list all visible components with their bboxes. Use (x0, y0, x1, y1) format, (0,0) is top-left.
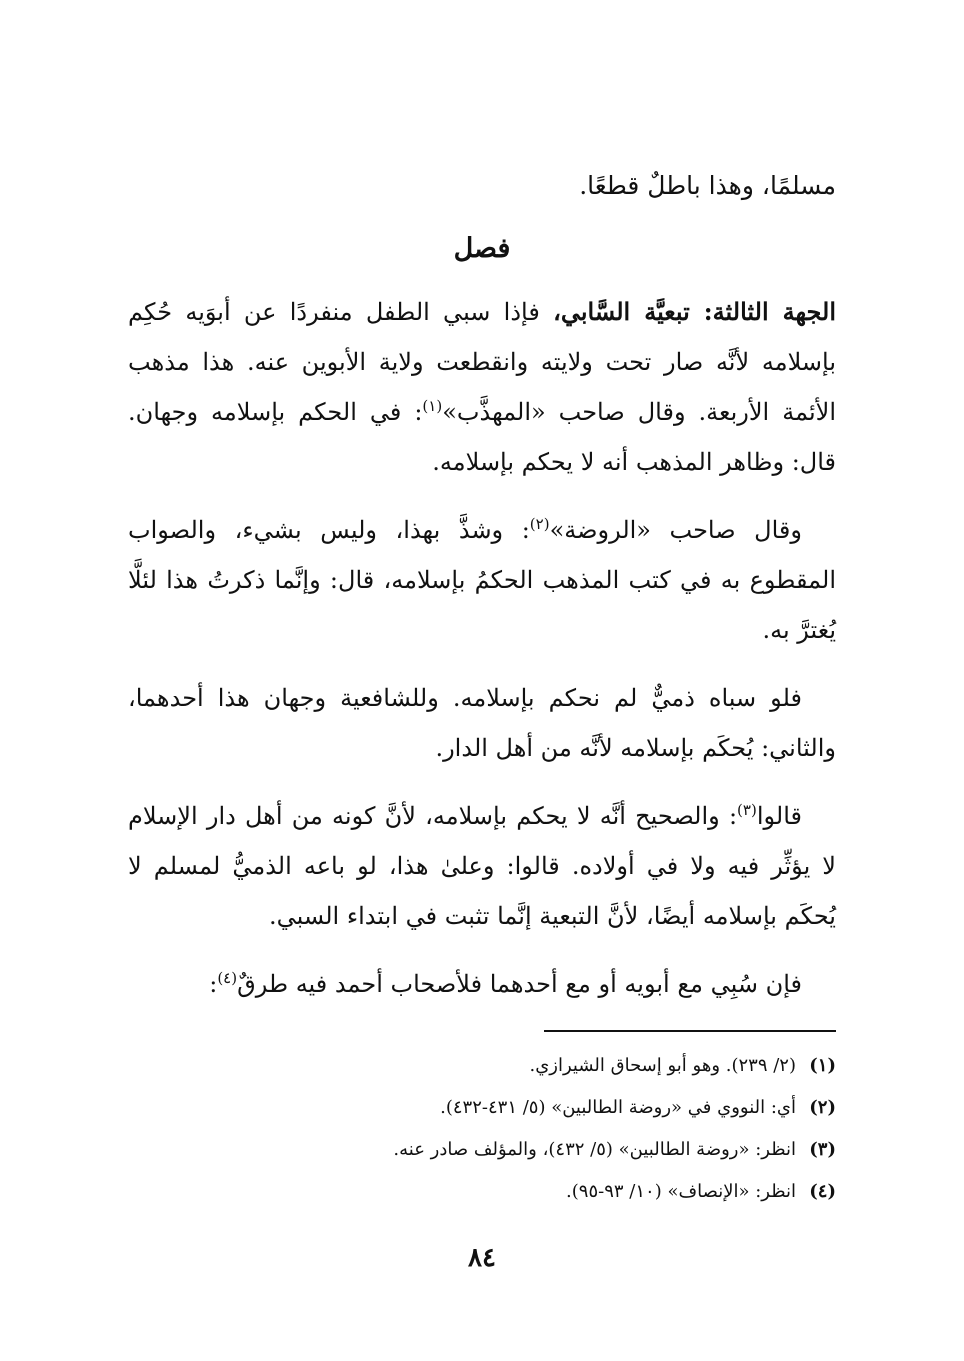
paragraph-3: فلو سباه ذميٌّ لم نحكم بإسلامه. وللشافعية وجهان هذا أحدهما، والثاني: يُحكَم بإسلامه لأنَّه من أهل الدار. (128, 684, 836, 762)
footnote-3-text: انظر: «روضة الطالبين» (٥/ ٤٣٢)، والمؤلف صادر عنه. (393, 1139, 796, 1160)
paragraph-4 (128, 791, 836, 941)
paragraph-1-lead: الجهة الثالثة: تبعيَّة السَّابي، (553, 297, 836, 326)
footnote-1-number: (١) (809, 1055, 836, 1076)
footnote-2-text: أي: النووي في «روضة الطالبين» (٥/ ٤٣١-٤٣٢). (440, 1097, 796, 1118)
footnote-2-number: (٢) (809, 1097, 836, 1118)
page-body (128, 160, 836, 1027)
paragraph-4-text-b: : والصحيح أنَّه لا يحكم بإسلامه، لأنَّ كونه من أهل دار الإسلام لا يؤثِّر فيه ولا في أولاده. قالوا: وعلىٰ هذا، لو باعه الذميُّ لمسلم لا يُحكَم بإسلامه أيضًا، لأنَّ التبعية إنَّما تثبت في ابتداء السبي. (128, 802, 836, 930)
footnote-ref-3[interactable]: (٣) (737, 801, 757, 819)
page-number: ٨٤ (468, 1243, 496, 1273)
opening-line: مسلمًا، وهذا باطلٌ قطعًا. (579, 171, 836, 200)
paragraph-2 (128, 505, 836, 655)
footnote-3-number: (٣) (809, 1139, 836, 1160)
paragraph-5-text-b: : (209, 970, 218, 998)
footnote-2 (128, 1087, 836, 1129)
footnote-1 (128, 1045, 836, 1087)
section-heading: فصل (453, 233, 511, 264)
paragraph-5-text-a: فإن سُبِي مع أبويه أو مع أحدهما فلأصحاب أحمد فيه طرقٌ (237, 970, 802, 998)
paragraph-1 (128, 287, 836, 487)
footnote-ref-1[interactable]: (١) (422, 397, 443, 415)
footnote-1-text: (٢/ ٢٣٩). وهو أبو إسحاق الشيرازي. (529, 1055, 796, 1076)
footnote-ref-4[interactable]: (٤) (217, 969, 238, 987)
footnotes (128, 1045, 836, 1213)
paragraph-2-text-a: وقال صاحب «الروضة» (549, 516, 802, 544)
paragraph-2-text-b: : وشذَّ بهذا، وليس بشيء، والصواب المقطوع به في كتب المذهب الحكمُ بإسلامه، قال: وإنَّما ذكرتُ هذا لئلَّا يُغترَّ به. (128, 516, 836, 644)
footnote-ref-2[interactable]: (٢) (529, 515, 550, 533)
paragraph-5 (128, 959, 836, 1009)
paragraph-4-text-a: قالوا (756, 802, 802, 830)
footnote-3 (128, 1129, 836, 1171)
paragraph-1-text-b: : في الحكم بإسلامه وجهان. قال: وظاهر المذهب أنه لا يحكم بإسلامه. (128, 398, 836, 476)
footnote-separator (544, 1030, 836, 1032)
paragraph-1-text-a: فإذا سبي الطفل منفردًا عن أبوَيه حُكِم بإسلامه لأنَّه صار تحت ولايته وانقطعت ولاية الأبوين عنه. هذا مذهب الأئمة الأربعة. وقال صاحب «المهذَّب» (128, 298, 836, 426)
footnote-4 (128, 1171, 836, 1213)
footnote-4-text: انظر: «الإنصاف» (١٠/ ٩٣-٩٥). (566, 1181, 796, 1202)
footnote-4-number: (٤) (809, 1181, 836, 1202)
